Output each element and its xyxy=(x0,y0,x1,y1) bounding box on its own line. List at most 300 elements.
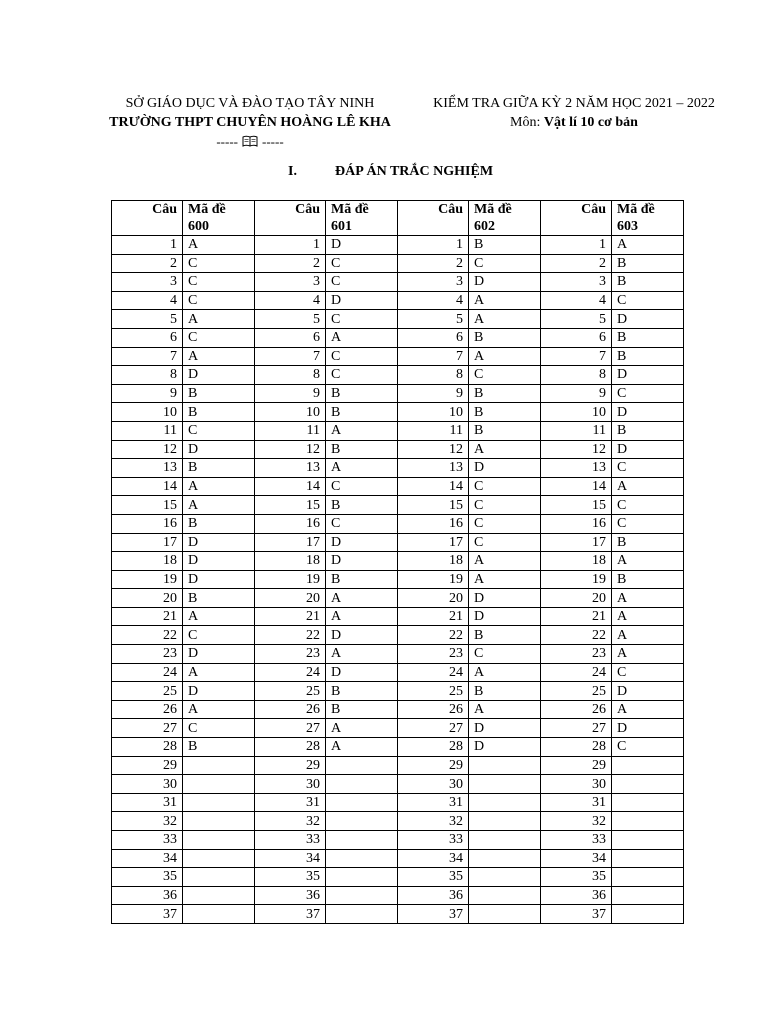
answer-cell: C xyxy=(469,477,541,496)
exam-code-header-cell xyxy=(183,201,255,236)
table-row xyxy=(112,700,684,719)
question-number-cell: 26 xyxy=(255,700,326,719)
table-row xyxy=(112,775,684,794)
table-row xyxy=(112,682,684,701)
question-number-cell: 8 xyxy=(255,366,326,385)
question-number-cell: 27 xyxy=(398,719,469,738)
answer-cell xyxy=(612,775,684,794)
answer-cell: D xyxy=(612,719,684,738)
table-row xyxy=(112,291,684,310)
question-number-cell: 5 xyxy=(255,310,326,329)
answer-cell: A xyxy=(469,552,541,571)
answer-cell xyxy=(183,905,255,924)
question-number-cell: 35 xyxy=(541,868,612,887)
question-number-cell: 14 xyxy=(112,477,183,496)
answer-cell: C xyxy=(469,514,541,533)
answer-cell: D xyxy=(326,533,398,552)
table-row xyxy=(112,719,684,738)
table-row xyxy=(112,793,684,812)
answer-cell: A xyxy=(612,236,684,255)
question-number-cell: 18 xyxy=(255,552,326,571)
answer-cell: D xyxy=(183,366,255,385)
exam-code: 601 xyxy=(331,219,352,234)
question-number-cell: 2 xyxy=(541,254,612,273)
table-row xyxy=(112,514,684,533)
question-number-cell: 13 xyxy=(112,459,183,478)
answer-cell: A xyxy=(183,663,255,682)
question-header-cell: Câu xyxy=(398,201,469,236)
table-row xyxy=(112,663,684,682)
question-number-cell: 5 xyxy=(112,310,183,329)
table-row xyxy=(112,645,684,664)
question-number-cell: 4 xyxy=(112,291,183,310)
answer-cell xyxy=(326,812,398,831)
question-number-cell: 13 xyxy=(541,459,612,478)
answer-cell: A xyxy=(612,607,684,626)
table-row xyxy=(112,533,684,552)
answer-cell: A xyxy=(326,328,398,347)
question-number-cell: 32 xyxy=(255,812,326,831)
exam-code: 603 xyxy=(617,219,638,234)
answer-cell: A xyxy=(183,236,255,255)
answer-cell xyxy=(469,905,541,924)
table-row xyxy=(112,849,684,868)
answer-cell: B xyxy=(469,682,541,701)
answer-cell: A xyxy=(326,738,398,757)
question-number-cell: 15 xyxy=(255,496,326,515)
answer-cell xyxy=(326,905,398,924)
subject-line xyxy=(410,113,738,132)
question-number-cell: 28 xyxy=(398,738,469,757)
question-number-cell: 36 xyxy=(541,886,612,905)
question-number-cell: 23 xyxy=(112,645,183,664)
question-number-cell: 12 xyxy=(541,440,612,459)
answer-cell: D xyxy=(469,738,541,757)
answer-cell: A xyxy=(612,645,684,664)
question-number-cell: 8 xyxy=(398,366,469,385)
question-number-cell: 34 xyxy=(112,849,183,868)
answer-cell: D xyxy=(612,366,684,385)
answer-cell: B xyxy=(326,496,398,515)
answer-cell: B xyxy=(326,700,398,719)
answer-cell: D xyxy=(612,440,684,459)
question-number-cell: 8 xyxy=(541,366,612,385)
question-number-cell: 19 xyxy=(398,570,469,589)
table-row xyxy=(112,273,684,292)
question-number-cell: 9 xyxy=(541,384,612,403)
question-number-cell: 37 xyxy=(112,905,183,924)
question-number-cell: 18 xyxy=(541,552,612,571)
answer-cell xyxy=(183,775,255,794)
question-number-cell: 3 xyxy=(112,273,183,292)
question-number-cell: 23 xyxy=(398,645,469,664)
answer-cell: A xyxy=(612,552,684,571)
answer-cell xyxy=(183,756,255,775)
school-name: TRƯỜNG THPT CHUYÊN HOÀNG LÊ KHA xyxy=(109,115,391,130)
question-number-cell: 6 xyxy=(255,328,326,347)
answer-cell: B xyxy=(326,403,398,422)
question-number-cell: 22 xyxy=(255,626,326,645)
answer-cell: C xyxy=(326,514,398,533)
question-number-cell: 13 xyxy=(398,459,469,478)
question-number-cell: 6 xyxy=(398,328,469,347)
question-number-cell: 35 xyxy=(255,868,326,887)
code-header-label: Mã đề xyxy=(617,202,655,217)
answer-cell: A xyxy=(183,496,255,515)
question-number-cell: 30 xyxy=(398,775,469,794)
answer-cell xyxy=(469,831,541,850)
table-row xyxy=(112,812,684,831)
question-number-cell: 35 xyxy=(398,868,469,887)
table-row xyxy=(112,589,684,608)
answer-cell xyxy=(469,793,541,812)
table-row xyxy=(112,366,684,385)
question-number-cell: 36 xyxy=(112,886,183,905)
question-number-cell: 31 xyxy=(255,793,326,812)
question-number-cell: 28 xyxy=(112,738,183,757)
question-number-cell: 12 xyxy=(255,440,326,459)
answer-cell: A xyxy=(612,626,684,645)
question-number-cell: 28 xyxy=(541,738,612,757)
question-number-cell: 36 xyxy=(398,886,469,905)
question-number-cell: 5 xyxy=(541,310,612,329)
question-number-cell: 1 xyxy=(112,236,183,255)
question-number-cell: 17 xyxy=(112,533,183,552)
answer-cell: B xyxy=(469,384,541,403)
question-number-cell: 4 xyxy=(398,291,469,310)
answer-cell: C xyxy=(469,496,541,515)
answer-cell: C xyxy=(183,421,255,440)
answer-cell: A xyxy=(183,700,255,719)
table-row xyxy=(112,384,684,403)
table-row xyxy=(112,459,684,478)
question-number-cell: 2 xyxy=(112,254,183,273)
answer-cell: D xyxy=(183,570,255,589)
question-number-cell: 29 xyxy=(541,756,612,775)
table-row xyxy=(112,626,684,645)
answer-cell: A xyxy=(469,440,541,459)
header-divider xyxy=(80,132,420,151)
question-number-cell: 37 xyxy=(398,905,469,924)
answer-cell: D xyxy=(469,719,541,738)
question-number-cell: 30 xyxy=(541,775,612,794)
answer-cell xyxy=(326,849,398,868)
answer-cell xyxy=(326,886,398,905)
answer-cell: A xyxy=(612,700,684,719)
question-number-cell: 37 xyxy=(541,905,612,924)
answer-cell: A xyxy=(469,663,541,682)
question-number-cell: 22 xyxy=(112,626,183,645)
answer-cell: D xyxy=(326,236,398,255)
answer-cell xyxy=(469,756,541,775)
question-number-cell: 33 xyxy=(255,831,326,850)
answer-cell: B xyxy=(326,682,398,701)
question-number-cell: 26 xyxy=(112,700,183,719)
exam-title: KIỂM TRA GIỮA KỲ 2 NĂM HỌC 2021 – 2022 xyxy=(433,96,715,111)
table-row xyxy=(112,868,684,887)
question-header-cell: Câu xyxy=(255,201,326,236)
table-row xyxy=(112,310,684,329)
answer-cell: A xyxy=(326,589,398,608)
table-header-row xyxy=(112,201,684,236)
answer-cell: B xyxy=(326,570,398,589)
answer-cell xyxy=(326,756,398,775)
answer-cell xyxy=(183,831,255,850)
answer-cell: A xyxy=(183,477,255,496)
answer-cell: C xyxy=(612,514,684,533)
question-number-cell: 10 xyxy=(398,403,469,422)
answer-cell: D xyxy=(326,626,398,645)
answer-cell: D xyxy=(183,533,255,552)
answer-cell: D xyxy=(326,663,398,682)
question-number-cell: 6 xyxy=(112,328,183,347)
question-number-cell: 7 xyxy=(255,347,326,366)
answer-cell: A xyxy=(183,347,255,366)
table-row xyxy=(112,236,684,255)
table-row xyxy=(112,552,684,571)
question-number-cell: 25 xyxy=(255,682,326,701)
answer-cell: A xyxy=(326,719,398,738)
question-number-cell: 2 xyxy=(398,254,469,273)
exam-header xyxy=(410,94,738,132)
answer-cell: C xyxy=(612,496,684,515)
question-number-cell: 4 xyxy=(255,291,326,310)
question-number-cell: 25 xyxy=(112,682,183,701)
question-number-cell: 24 xyxy=(398,663,469,682)
question-number-cell: 2 xyxy=(255,254,326,273)
answer-cell: B xyxy=(469,236,541,255)
table-row xyxy=(112,831,684,850)
answer-cell: A xyxy=(183,310,255,329)
code-header-label: Mã đề xyxy=(331,202,369,217)
question-number-cell: 19 xyxy=(255,570,326,589)
answer-cell: D xyxy=(469,459,541,478)
answer-cell: A xyxy=(612,477,684,496)
answer-cell: C xyxy=(612,738,684,757)
question-number-cell: 9 xyxy=(255,384,326,403)
question-number-cell: 22 xyxy=(541,626,612,645)
question-number-cell: 15 xyxy=(398,496,469,515)
question-number-cell: 6 xyxy=(541,328,612,347)
answer-cell: B xyxy=(469,421,541,440)
question-number-cell: 1 xyxy=(541,236,612,255)
question-number-cell: 20 xyxy=(541,589,612,608)
question-number-cell: 24 xyxy=(112,663,183,682)
answer-key-table xyxy=(111,200,684,924)
question-number-cell: 10 xyxy=(112,403,183,422)
answer-cell: C xyxy=(326,347,398,366)
answer-cell: B xyxy=(469,626,541,645)
answer-cell: C xyxy=(469,366,541,385)
answer-cell: A xyxy=(469,291,541,310)
answer-cell xyxy=(612,868,684,887)
answer-cell xyxy=(612,886,684,905)
question-number-cell: 19 xyxy=(541,570,612,589)
question-number-cell: 33 xyxy=(112,831,183,850)
answer-cell: C xyxy=(183,719,255,738)
question-number-cell: 28 xyxy=(255,738,326,757)
answer-cell: C xyxy=(183,291,255,310)
answer-cell: C xyxy=(183,626,255,645)
answer-cell: C xyxy=(469,254,541,273)
question-number-cell: 23 xyxy=(255,645,326,664)
table-row xyxy=(112,607,684,626)
exam-code-header-cell xyxy=(612,201,684,236)
question-number-cell: 20 xyxy=(398,589,469,608)
question-number-cell: 27 xyxy=(255,719,326,738)
question-number-cell: 7 xyxy=(112,347,183,366)
answer-cell xyxy=(183,886,255,905)
question-number-cell: 14 xyxy=(541,477,612,496)
book-icon xyxy=(242,135,258,148)
answer-cell: C xyxy=(469,645,541,664)
question-number-cell: 15 xyxy=(112,496,183,515)
table-row xyxy=(112,496,684,515)
answer-cell: B xyxy=(183,384,255,403)
question-number-cell: 35 xyxy=(112,868,183,887)
table-row xyxy=(112,570,684,589)
answer-cell xyxy=(612,831,684,850)
question-number-cell: 19 xyxy=(112,570,183,589)
question-number-cell: 8 xyxy=(112,366,183,385)
question-number-cell: 32 xyxy=(398,812,469,831)
answer-cell: B xyxy=(183,459,255,478)
answer-cell xyxy=(469,868,541,887)
question-number-cell: 32 xyxy=(112,812,183,831)
answer-cell: D xyxy=(612,310,684,329)
exam-code: 600 xyxy=(188,219,209,234)
answer-cell: D xyxy=(183,440,255,459)
question-number-cell: 36 xyxy=(255,886,326,905)
question-number-cell: 30 xyxy=(112,775,183,794)
question-number-cell: 23 xyxy=(541,645,612,664)
answer-cell: A xyxy=(326,645,398,664)
answer-cell: B xyxy=(183,738,255,757)
exam-code: 602 xyxy=(474,219,495,234)
table-row xyxy=(112,756,684,775)
question-number-cell: 11 xyxy=(112,421,183,440)
question-number-cell: 10 xyxy=(255,403,326,422)
table-row xyxy=(112,886,684,905)
question-number-cell: 11 xyxy=(541,421,612,440)
answer-cell: B xyxy=(326,384,398,403)
answer-cell: C xyxy=(326,310,398,329)
question-number-cell: 27 xyxy=(541,719,612,738)
answer-cell: A xyxy=(183,607,255,626)
answer-cell xyxy=(612,756,684,775)
exam-code-header-cell xyxy=(469,201,541,236)
answer-cell xyxy=(612,849,684,868)
answer-cell: B xyxy=(612,328,684,347)
table-row xyxy=(112,440,684,459)
answer-cell xyxy=(326,775,398,794)
question-number-cell: 12 xyxy=(398,440,469,459)
school-header xyxy=(80,94,420,151)
department-name: SỞ GIÁO DỤC VÀ ĐÀO TẠO TÂY NINH xyxy=(125,96,375,111)
answer-cell xyxy=(326,831,398,850)
answer-cell: C xyxy=(612,384,684,403)
question-number-cell: 4 xyxy=(541,291,612,310)
answer-cell: D xyxy=(469,589,541,608)
table-row xyxy=(112,477,684,496)
question-number-cell: 9 xyxy=(398,384,469,403)
subject-value: Vật lí 10 cơ bản xyxy=(543,115,638,130)
question-number-cell: 16 xyxy=(541,514,612,533)
divider-right: ----- xyxy=(262,134,284,149)
answer-cell: C xyxy=(469,533,541,552)
question-number-cell: 20 xyxy=(255,589,326,608)
divider-left: ----- xyxy=(216,134,238,149)
question-number-cell: 33 xyxy=(398,831,469,850)
answer-cell: B xyxy=(612,533,684,552)
section-title: ĐÁP ÁN TRẮC NGHIỆM xyxy=(335,164,494,179)
answer-cell xyxy=(469,849,541,868)
answer-cell: C xyxy=(183,254,255,273)
question-number-cell: 3 xyxy=(398,273,469,292)
answer-cell: A xyxy=(469,700,541,719)
question-number-cell: 17 xyxy=(541,533,612,552)
question-number-cell: 13 xyxy=(255,459,326,478)
answer-cell: C xyxy=(326,366,398,385)
answer-cell: C xyxy=(183,273,255,292)
answer-cell xyxy=(469,886,541,905)
answer-cell: A xyxy=(612,589,684,608)
question-number-cell: 7 xyxy=(398,347,469,366)
question-number-cell: 11 xyxy=(398,421,469,440)
question-header-cell: Câu xyxy=(112,201,183,236)
answer-cell: B xyxy=(183,514,255,533)
question-number-cell: 25 xyxy=(398,682,469,701)
question-number-cell: 3 xyxy=(541,273,612,292)
question-number-cell: 29 xyxy=(398,756,469,775)
question-number-cell: 21 xyxy=(255,607,326,626)
answer-cell: B xyxy=(612,347,684,366)
question-number-cell: 16 xyxy=(398,514,469,533)
question-number-cell: 29 xyxy=(255,756,326,775)
section-number: I. xyxy=(288,164,297,179)
question-number-cell: 10 xyxy=(541,403,612,422)
answer-cell: D xyxy=(469,273,541,292)
answer-cell: A xyxy=(469,570,541,589)
question-number-cell: 21 xyxy=(398,607,469,626)
answer-cell xyxy=(469,812,541,831)
answer-cell: B xyxy=(469,403,541,422)
question-number-cell: 31 xyxy=(398,793,469,812)
answer-cell: D xyxy=(612,682,684,701)
question-number-cell: 21 xyxy=(112,607,183,626)
answer-cell: A xyxy=(326,459,398,478)
answer-cell: B xyxy=(612,421,684,440)
question-number-cell: 37 xyxy=(255,905,326,924)
answer-cell: B xyxy=(612,254,684,273)
code-header-label: Mã đề xyxy=(188,202,226,217)
question-number-cell: 31 xyxy=(541,793,612,812)
question-number-cell: 1 xyxy=(398,236,469,255)
question-number-cell: 21 xyxy=(541,607,612,626)
answer-cell: B xyxy=(612,273,684,292)
question-number-cell: 20 xyxy=(112,589,183,608)
question-number-cell: 17 xyxy=(255,533,326,552)
answer-cell xyxy=(183,812,255,831)
table-row xyxy=(112,254,684,273)
question-number-cell: 16 xyxy=(112,514,183,533)
answer-cell: C xyxy=(326,477,398,496)
answer-cell: C xyxy=(326,273,398,292)
question-number-cell: 18 xyxy=(398,552,469,571)
answer-cell: B xyxy=(612,570,684,589)
question-number-cell: 16 xyxy=(255,514,326,533)
table-row xyxy=(112,403,684,422)
